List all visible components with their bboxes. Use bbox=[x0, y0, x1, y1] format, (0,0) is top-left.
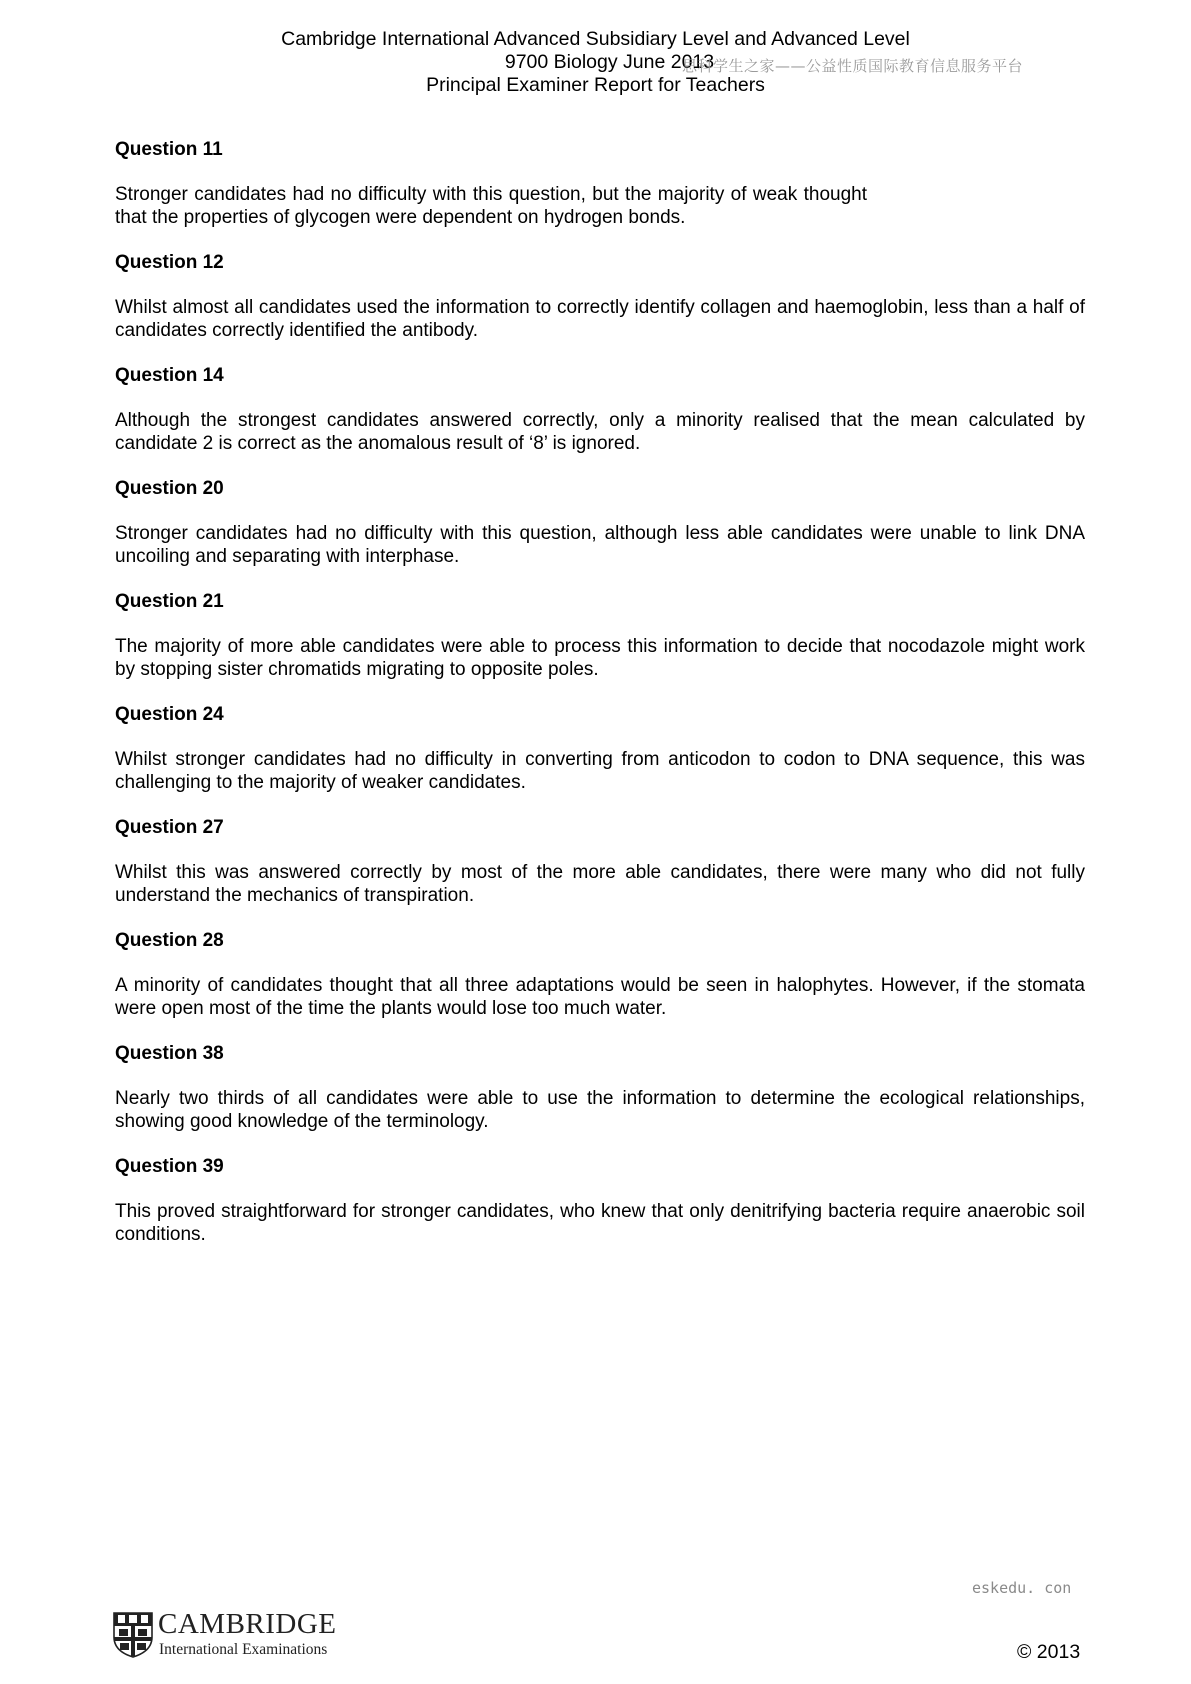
question-heading: Question 14 bbox=[115, 365, 224, 386]
question-heading: Question 20 bbox=[115, 478, 224, 499]
question-heading: Question 39 bbox=[115, 1156, 224, 1177]
question-comment: This proved straightforward for stronger candidates, who knew that only denitrifying bacteria require anaerobic soil conditions. bbox=[115, 1201, 1085, 1245]
header-qualification: Cambridge International Advanced Subsidiary Level and Advanced Level bbox=[281, 28, 910, 50]
question-comment: Nearly two thirds of all candidates were able to use the information to determine the ecological relationships, showing good knowledge of the terminology. bbox=[115, 1088, 1085, 1132]
cambridge-logo bbox=[113, 1608, 373, 1660]
question-heading: Question 38 bbox=[115, 1043, 224, 1064]
logo-subtitle: International Examinations bbox=[159, 1641, 328, 1658]
question-heading: Question 28 bbox=[115, 930, 224, 951]
logo-wordmark: CAMBRIDGE bbox=[158, 1608, 337, 1640]
question-comment: Whilst stronger candidates had no difficulty in converting from anticodon to codon to DNA sequence, this was challenging to the majority of weaker candidates. bbox=[115, 749, 1085, 793]
watermark-bottom: eskedu. con bbox=[972, 1579, 1072, 1597]
question-comment: Stronger candidates had no difficulty with this question, although less able candidates were unable to link DNA uncoiling and separating with interphase. bbox=[115, 523, 1085, 567]
question-heading: Question 27 bbox=[115, 817, 224, 838]
question-heading: Question 24 bbox=[115, 704, 224, 725]
question-comment: Although the strongest candidates answered correctly, only a minority realised that the mean calculated by candidate 2 is correct as the anomalous result of ‘8’ is ignored. bbox=[115, 410, 1085, 454]
question-comment: Stronger candidates had no difficulty with this question, but the majority of weak thought that the properties of glycogen were dependent on hydrogen bonds. bbox=[115, 184, 867, 228]
question-heading: Question 21 bbox=[115, 591, 224, 612]
question-comment: Whilst this was answered correctly by most of the more able candidates, there were many who did not fully understand the mechanics of transpiration. bbox=[115, 862, 1085, 906]
header-report-title: Principal Examiner Report for Teachers bbox=[426, 74, 765, 96]
header-subject: 9700 Biology June 2013 bbox=[504, 51, 715, 73]
question-heading: Question 12 bbox=[115, 252, 224, 273]
question-comment: Whilst almost all candidates used the information to correctly identify collagen and haemoglobin, less than a half of candidates correctly identified the antibody. bbox=[115, 297, 1085, 341]
question-comment: The majority of more able candidates were able to process this information to decide that nocodazole might work by stopping sister chromatids migrating to opposite poles. bbox=[115, 636, 1085, 680]
question-heading: Question 11 bbox=[115, 139, 223, 160]
report-body bbox=[115, 138, 1085, 1268]
question-comment: A minority of candidates thought that all three adaptations would be seen in halophytes. However, if the stomata were open most of the time the plants would lose too much water. bbox=[115, 975, 1085, 1019]
watermark-top: 思科学生之家——公益性质国际教育信息服务平台 bbox=[682, 57, 1024, 75]
copyright-notice: © 2013 bbox=[1017, 1641, 1081, 1663]
cambridge-shield-icon bbox=[113, 1612, 153, 1658]
